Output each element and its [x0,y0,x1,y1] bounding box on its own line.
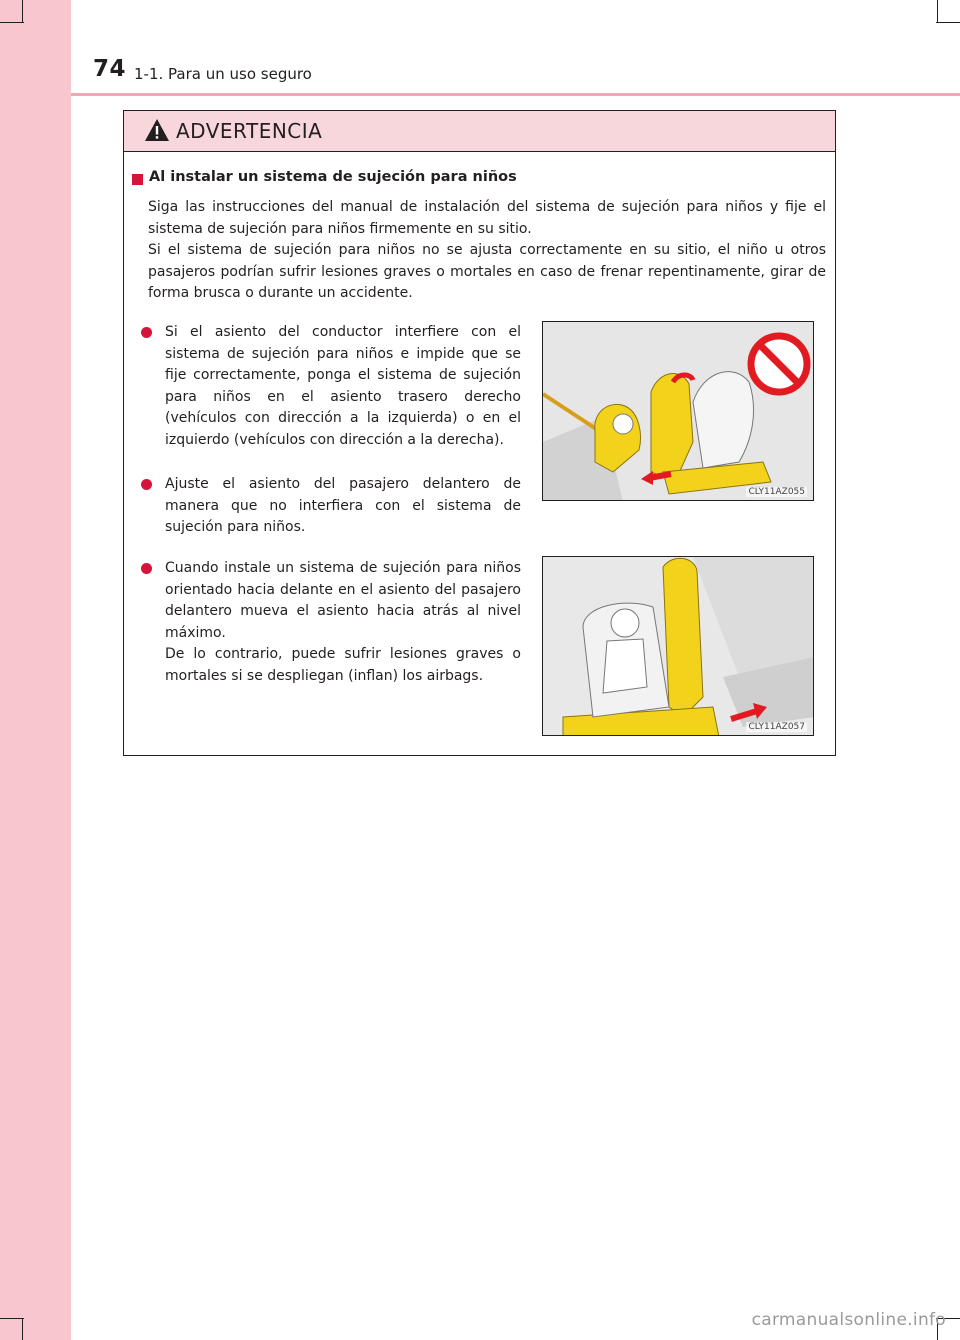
warning-header [124,111,835,152]
bullet-text: Ajuste el asiento del pasajero delantero de manera que no interfiera con el sistema de sujeción para niños. [165,476,521,535]
crop-mark-top-right-v [937,0,938,22]
crop-mark-top-left-v [22,0,23,22]
watermark: carmanualsonline.info [751,1310,946,1330]
section-title: 1-1. Para un uso seguro [134,65,312,83]
paragraph-instructions: Siga las instrucciones del manual de instalación del sistema de sujeción para niños y fije el sistema de sujeción para niños firmemente en su sitio. [148,199,826,237]
page-number: 74 [93,56,127,82]
warning-box [123,110,836,756]
figure-driver-seat-interference [542,321,814,501]
crop-mark-bottom-left [0,1318,24,1319]
crop-mark-bottom-left-v [22,1318,23,1340]
round-bullet-icon [141,327,152,338]
warning-title: ADVERTENCIA [176,119,323,143]
crop-mark-top-left [0,22,24,23]
square-bullet-icon [132,174,143,185]
round-bullet-icon [141,479,152,490]
header-rule [71,93,960,96]
side-color-band [0,0,71,1340]
crop-mark-top-right [936,22,960,23]
paragraph-consequences: Si el sistema de sujeción para niños no se ajusta correctamente en su sitio, el niño u otros pasajeros podrían sufrir lesiones graves o mortales en caso de frenar repentinamente, girar de forma brusca o durante un accidente. [148,242,826,301]
figure-code: CLY11AZ057 [748,722,805,732]
figure-code: CLY11AZ055 [748,487,805,497]
warning-triangle-icon [144,118,170,142]
round-bullet-icon [141,563,152,574]
seat-illustration-1 [543,322,814,501]
figure-front-facing-child-seat [542,556,814,736]
seat-illustration-2 [543,557,814,736]
bullet-text: Si el asiento del conductor interfiere con el sistema de sujeción para niños e impide que se fije correctamente, ponga el sistema de sujeción para niños en el asiento trasero derecho (vehículos con dirección a la izquierda) o en el izquierdo (vehículos con dirección a la derecha). [165,324,521,448]
warning-heading: Al instalar un sistema de sujeción para niños [149,169,517,185]
bullet-text: Cuando instale un sistema de sujeción para niños orientado hacia delante en el asiento del pasajero delantero mueva el asiento hacia atrás al nivel máximo. De lo contrario, puede sufrir lesiones graves o mortales si se despliegan (inflan) los airbags. [165,560,521,684]
